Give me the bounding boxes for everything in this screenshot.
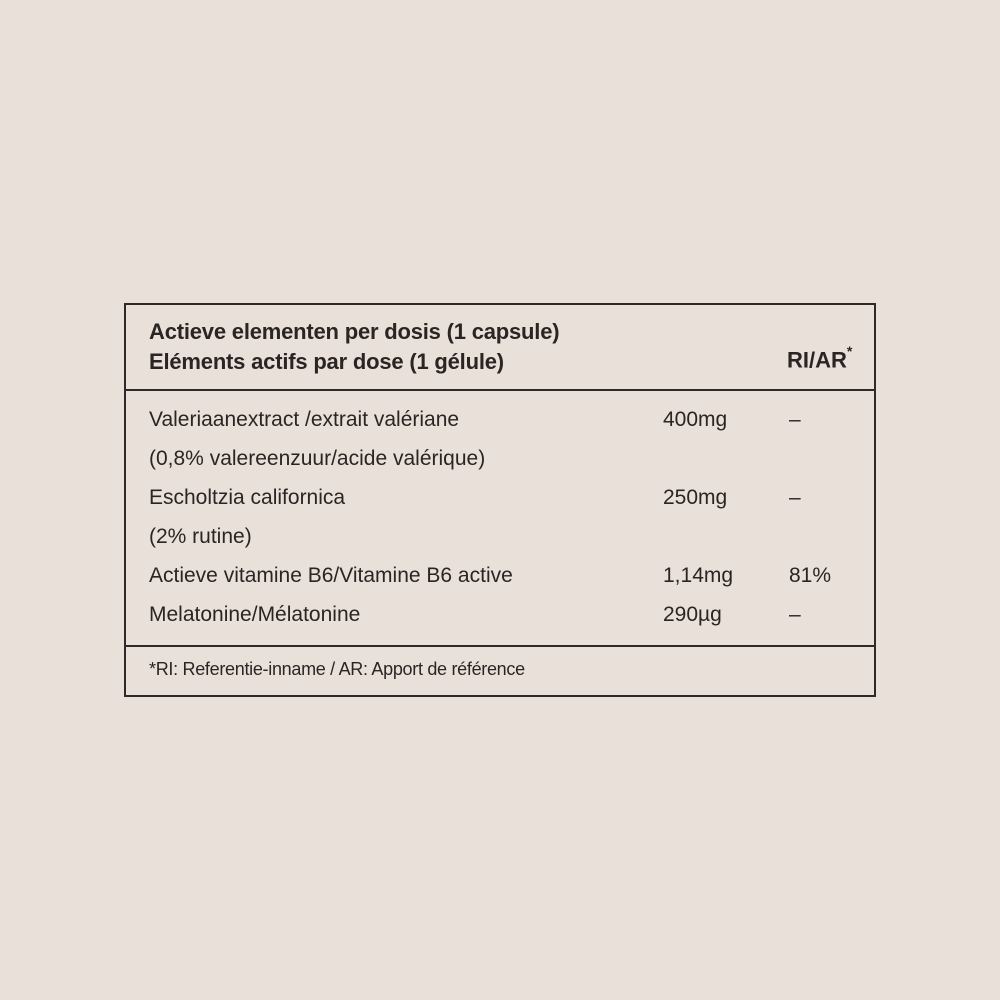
footnote: *RI: Referentie-inname / AR: Apport de référence [149,659,525,679]
table-header [126,305,874,391]
ingredient-name: Melatonine/Mélatonine [149,603,361,626]
ingredient-name: Valeriaanextract /extrait valériane [149,408,460,431]
ingredient-name: Escholtzia californica [149,486,346,509]
table-row [126,603,874,639]
ingredient-amount: 400mg [663,408,728,431]
table-row [126,486,874,522]
ingredient-ri: – [789,408,801,431]
ingredient-ri: – [789,603,801,626]
ingredient-name: (2% rutine) [149,525,252,548]
ri-column-header [787,343,853,373]
ri-asterisk: * [846,343,853,359]
nutrition-table [124,303,876,697]
ri-label: RI/AR [787,347,847,373]
header-title-french: Eléments actifs par dose (1 gélule) [149,349,504,374]
header-title-dutch: Actieve elementen per dosis (1 capsule) [149,319,560,344]
ingredient-amount: 1,14mg [663,564,734,587]
ingredient-amount: 290µg [663,603,722,626]
table-row [126,564,874,600]
table-body [126,391,874,647]
ingredient-name: Actieve vitamine B6/Vitamine B6 active [149,564,513,587]
ingredient-amount: 250mg [663,486,728,509]
table-row [126,408,874,444]
ingredient-name: (0,8% valereenzuur/acide valérique) [149,447,486,470]
ingredient-ri: 81% [789,564,832,587]
ingredient-ri: – [789,486,801,509]
table-row [126,525,874,561]
table-row [126,447,874,483]
